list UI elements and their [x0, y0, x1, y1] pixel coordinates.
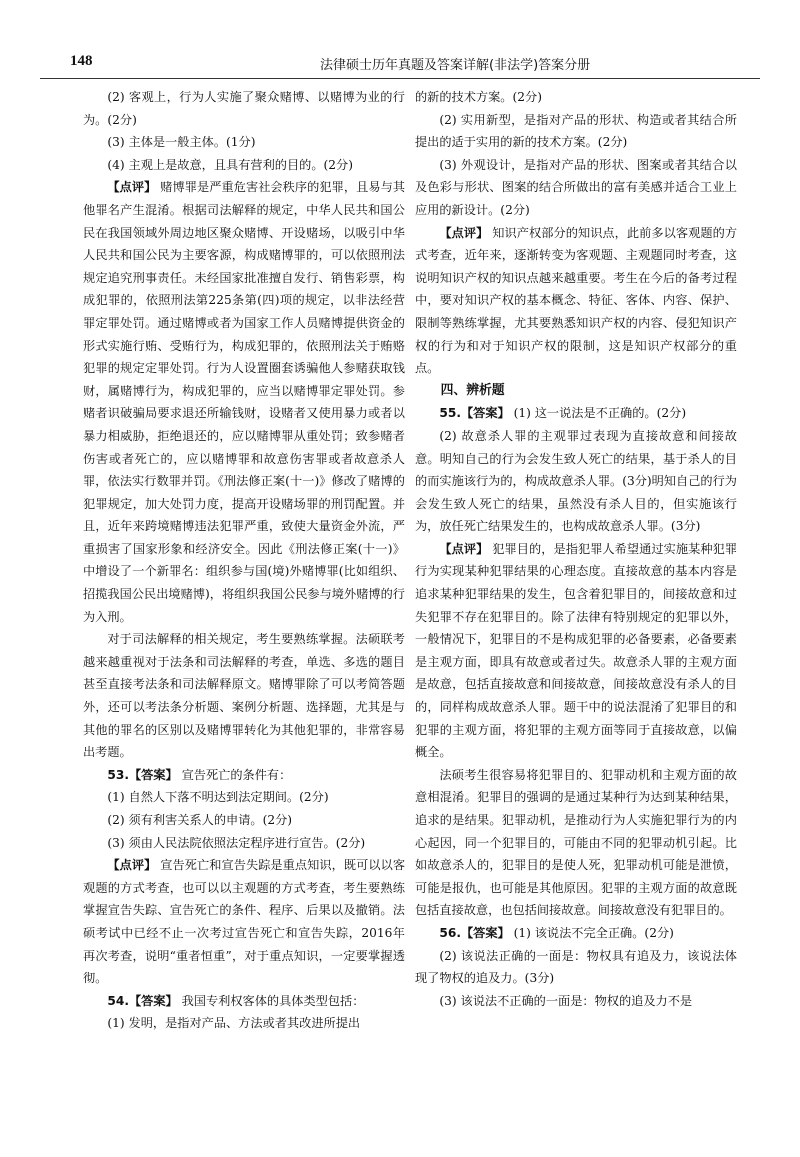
paragraph — [83, 628, 405, 764]
paragraph-text: (2) 须有利害关系人的申请。(2分) — [107, 813, 293, 827]
page-number: 148 — [70, 53, 93, 69]
paragraph — [83, 176, 405, 628]
paragraph — [83, 809, 405, 832]
paragraph-text: 赌博罪是严重危害社会秩序的犯罪，且易与其他罪名产生混淆。根据司法解释的规定，中华人民共和国公民在我国领域外周边地区聚众赌博、开设赌场，以吸引中华人民共和国公民为主要客源，构成赌博罪的，可以依照刑法规定追究刑事责任。未经国家批准擅自发行、销售彩票，构成犯罪的，依照刑法第225条第(四)项的规定，以非法经营罪定罪处罚。通过赌博或者为国家工作人员赌博提供资金的形式实施行贿、受贿行为，构成犯罪的，依照刑法关于贿赂犯罪的规定定罪处罚。行为人设置圈套诱骗他人参赌获取钱财，属赌博行为，构成犯罪的，应当以赌博罪定罪处罚。参赌者识破骗局要求退还所输钱财，设赌者又使用暴力或者以暴力相威胁，拒绝退还的，应以赌博罪从重处罚；致参赌者伤害或者死亡的，应以赌博罪和故意伤害罪或者故意杀人罪，依法实行数罪并罚。《刑法修正案(十一)》修改了赌博的犯罪规定，加大处罚力度，提高开设赌场罪的刑罚配置。并且，近年来跨境赌博违法犯罪严重，致使大量资金外流，严重损害了国家形象和经济安全。因此《刑法修正案(十一)》中增设了一个新罪名：组织参与国(境)外赌博罪(比如组织、招揽我国公民出境赌博)，将组织我国公民参与境外赌博的行为入刑。 — [83, 180, 406, 624]
paragraph-text: (3) 外观设计，是指对产品的形状、图案或者其结合以及色彩与形状、图案的结合所做出的富有美感并适合工业上应用的新设计。(2分) — [415, 157, 737, 217]
paragraph — [415, 109, 737, 154]
paragraph-text: (4) 主观上是故意，且具有营利的目的。(2分) — [107, 157, 353, 172]
paragraph-text: (2) 客观上，行为人实施了聚众赌博、以赌博为业的行为。(2分) — [83, 90, 405, 127]
paragraph-text: 对于司法解释的相关规定，考生要熟练掌握。法硕联考越来越重视对于法条和司法解释的考查，单选、多选的题目甚至直接考法条和司法解释原文。赌博罪除了可以考简答题外，还可以考法条分析题、案例分析题、选择题，尤其是与其他的罪名的区别以及赌博罪转化为其他犯罪的，非常容易出考题。 — [83, 632, 405, 760]
paragraph-text: 我国专利权客体的具体类型包括： — [177, 993, 365, 1008]
paragraph — [83, 154, 405, 177]
paragraph-text: (1) 该说法不完全正确。(2分) — [509, 925, 674, 940]
paragraph — [83, 764, 405, 787]
answer-label: 【点评】 — [439, 225, 489, 240]
paragraph-text: 的新的技术方案。(2分) — [415, 90, 542, 104]
paragraph-text: (1) 这一说法是不正确的。(2分) — [509, 406, 687, 421]
paragraph — [83, 131, 405, 154]
paragraph-text: (1) 自然人下落不明达到法定期间。(2分) — [107, 790, 329, 805]
paragraph — [415, 425, 737, 538]
paragraph — [83, 990, 405, 1013]
paragraph — [83, 1012, 405, 1035]
answer-label: 54.【答案】 — [107, 993, 178, 1008]
right-column — [415, 86, 737, 1012]
paragraph — [415, 402, 737, 425]
paragraph-text: (3) 主体是一般主体。(1分) — [107, 135, 256, 150]
paragraph-text: (2) 该说法正确的一面是：物权具有追及力，该说法体现了物权的追及力。(3分) — [415, 948, 737, 986]
paragraph-text: 犯罪目的，是指犯罪人希望通过实施某种犯罪行为实现某种犯罪结果的心理态度。直接故意的基本内容是追求某种犯罪结果的发生，包含着犯罪目的，间接故意和过失犯罪不存在犯罪目的。除了法律有特别规定的犯罪以外，一般情况下，犯罪目的不是构成犯罪的必备要素，必备要素是主观方面，即具有故意或者过失。故意杀人罪的主观方面是故意，包括直接故意和间接故意，间接故意没有杀人的目的，同样构成故意杀人罪。题干中的说法混淆了犯罪目的和犯罪的主观方面，将犯罪的主观方面等同于直接故意，以偏概全。 — [415, 541, 738, 760]
page-header — [40, 40, 760, 79]
paragraph — [415, 945, 737, 990]
section-heading-text: 四、辨析题 — [440, 382, 505, 398]
paragraph-text: (1) 发明，是指对产品、方法或者其改进所提出 — [107, 1016, 361, 1031]
paragraph-text: (3) 该说法不正确的一面是：物权的追及力不是 — [439, 993, 693, 1008]
answer-label: 【点评】 — [107, 180, 157, 195]
paragraph — [83, 854, 405, 990]
paragraph — [83, 786, 405, 809]
paragraph-text: (3) 须由人民法院依照法定程序进行宣告。(2分) — [107, 835, 366, 850]
paragraph-text: 宣告死亡和宣告失踪是重点知识，既可以以客观题的方式考查，也可以以主观题的方式考查，考生要熟练掌握宣告失踪、宣告死亡的条件、程序、后果以及撤销。法硕考试中已经不止一次考过宣告死亡和宣告失踪，2016年再次考查，说明“重者恒重”，对于重点知识，一定要掌握透彻。 — [83, 858, 406, 986]
paragraph-text: (2) 实用新型，是指对产品的形状、构造或者其结合所提出的适于实用的新的技术方案。(2分) — [415, 112, 737, 150]
answer-label: 【点评】 — [107, 858, 157, 873]
paragraph-text: (2) 故意杀人罪的主观罪过表现为直接故意和间接故意。明知自己的行为会发生致人死亡的结果，基于杀人的目的而实施该行为的，构成故意杀人罪。(3分)明知自己的行为会发生致人死亡的结果，虽然没有杀人目的，但实施该行为，放任死亡结果发生的，也构成故意杀人罪。(3分) — [415, 428, 737, 534]
section-heading — [415, 380, 737, 403]
paragraph — [415, 86, 737, 109]
left-column — [83, 86, 405, 1035]
paragraph-text: 宣告死亡的条件有： — [177, 767, 292, 782]
running-title: 法律硕士历年真题及答案详解(非法学)答案分册 — [320, 58, 591, 73]
paragraph — [83, 832, 405, 855]
answer-label: 56.【答案】 — [439, 925, 510, 940]
paragraph — [415, 222, 737, 380]
answer-label: 【点评】 — [439, 541, 489, 556]
paragraph — [415, 538, 737, 764]
answer-label: 55.【答案】 — [439, 406, 510, 421]
paragraph — [415, 922, 737, 945]
paragraph-text: 法硕考生很容易将犯罪目的、犯罪动机和主观方面的故意相混淆。犯罪目的强调的是通过某种行为达到某种结果，追求的是结果。犯罪动机，是推动行为人实施犯罪行为的内心起因，同一个犯罪目的，可能由不同的犯罪动机引起。比如故意杀人的，犯罪目的是使人死，犯罪动机可能是泄愤，可能是报仇，也可能是其他原因。犯罪的主观方面的故意既包括直接故意，也包括间接故意。间接故意没有犯罪目的。 — [415, 767, 737, 918]
paragraph-text: 知识产权部分的知识点，此前多以客观题的方式考查，近年来，逐渐转变为客观题、主观题同时考查，这说明知识产权的知识点越来越重要。考生在今后的备考过程中，要对知识产权的基本概念、特征、客体、内容、保护、限制等熟练掌握，尤其要熟悉知识产权的内容、侵犯知识产权的行为和对于知识产权的限制，这是知识产权部分的重点。 — [415, 225, 738, 376]
answer-label: 53.【答案】 — [107, 767, 178, 782]
paragraph — [83, 86, 405, 131]
paragraph — [415, 990, 737, 1013]
paragraph — [415, 154, 737, 222]
paragraph — [415, 764, 737, 922]
